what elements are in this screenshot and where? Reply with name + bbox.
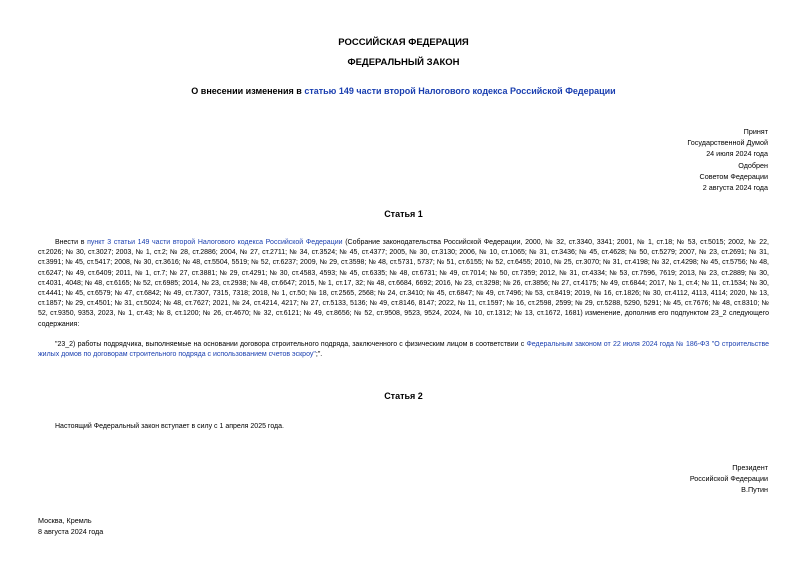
approval-line: Одобрен bbox=[738, 160, 768, 170]
article-2-body: Настоящий Федеральный закон вступает в силу с 1 апреля 2025 года. bbox=[55, 423, 284, 430]
document-title bbox=[0, 86, 807, 96]
approval-date: 2 августа 2024 года bbox=[702, 183, 768, 193]
article-2-heading: Статья 2 bbox=[384, 391, 423, 401]
place-date-block bbox=[38, 515, 103, 537]
article-1-heading: Статья 1 bbox=[384, 209, 423, 219]
article-1-intro-prefix: Внести в bbox=[55, 239, 88, 246]
signature-block bbox=[690, 462, 768, 496]
adoption-line: Принят bbox=[743, 127, 768, 136]
signing-date: 8 августа 2024 года bbox=[38, 527, 104, 537]
signing-place: Москва, Кремль bbox=[38, 516, 92, 525]
signer-org: Российской Федерации bbox=[689, 474, 768, 484]
adoption-date: 24 июля 2024 года bbox=[706, 149, 768, 159]
article-1-quote bbox=[38, 340, 769, 360]
tax-code-article-link[interactable]: пункт 3 статьи 149 части второй Налогового кодекса Российской Федерации bbox=[87, 239, 343, 246]
article-1-body bbox=[38, 238, 769, 330]
article-1-intro-rest: (Собрание законодательства Российской Федерации, 2000, № 32, ст.3340, 3341; 2001, № 1, ст.18; № 53, ст.5015; 2002, № 22, ст.2026; № 30, ст.3027; 2003, № 1, ст.2; № 28, ст.2886; 2004, № 27, ст.2711; № 34, ст.3524; № 45, ст.4377; 2005, № 30, ст.3130; 2006, № 10, ст.1065; № 31, ст.3436; № 45, ст.4628; № 50, ст.5279; 2007, № 23, ст.2691; № 31, ст.3991; № 45, ст.5417; 2008, № 30, ст.3616; № 48, ст.5504, 5519; № 52, ст.6237; 2009, № 29, ст.3598; № 48, ст.5731, 5737; № 51, ст.6155; № 52, ст.6455; 2010, № 25, ст.3070; № 31, ст.4198; № 32, ст.4298; № 45, ст.5756; № 48, ст.6247; № 49, ст.6409; 2011, № 1, ст.7; № 27, ст.3881; № 29, ст.4291; № 30, ст.4583, 4593; № 45, ст.6335; № 48, ст.6731; № 49, ст.7014; № 50, ст.7359; 2012, № 31, ст.4334; № 53, ст.7596, 7619; 2013, № 23, ст.2889; № 30, ст.4031, 4048; № 48, ст.6165; № 52, ст.6985; 2014, № 23, ст.2938; № 48, ст.6647; 2015, № 1, ст.17, 32; № 48, ст.6684, 6692; 2016, № 23, ст.3298; № 26, ст.3856; № 27, ст.4175; № 49, ст.6844; 2017, № 1, ст.4; № 11, ст.1534; № 30, ст.4441; № 45, ст.6579; № 47, ст.6842; № 49, ст.7307, 7315, 7318; 2018, № 1, ст.50; № 18, ст.2565, 2568; № 24, ст.3410; № 45, ст.6847; № 49, ст.7496; № 53, ст.8419; 2019, № 16, ст.1826; № 30, ст.4112, 4113, 4114; 2020, № 13, ст.1857; № 29, ст.4501; № 31, ст.5024; № 48, ст.7627; 2021, № 24, ст.4214, 4217; № 27, ст.5133, 5136; № 49, ст.8146, 8147; 2022, № 11, ст.1597; № 16, ст.2598, 2599; № 29, ст.5288, 5290, 5291; № 45, ст.7676; № 48, ст.8310; № 52, ст.9350, 9353, 2023, № 1, ст.43; № 8, ст.1200; № 26, ст.4670; № 32, ст.6121; № 49, ст.8656; № 52, ст.9508, 9523, 9524, 2024, № 10, ст.1312; № 13, ст.1672, 1681) изменение, дополнив его подпунктом 23_2 следующего содержания: bbox=[38, 239, 770, 328]
quote-suffix: ;". bbox=[315, 351, 323, 359]
signer-title: Президент bbox=[732, 463, 768, 472]
signer-name: В.Путин bbox=[741, 485, 768, 495]
title-prefix: О внесении изменения в bbox=[191, 86, 305, 96]
quote-prefix: "23_2) работы подрядчика, выполняемые на основании договора строительного подряда, заключенного с физическим лицом в соответствии с bbox=[55, 341, 527, 348]
approval-line: Советом Федерации bbox=[699, 171, 768, 181]
document-type-heading: ФЕДЕРАЛЬНЫЙ ЗАКОН bbox=[347, 57, 460, 68]
title-article-link[interactable]: статью 149 части второй Налогового кодекса Российской Федерации bbox=[304, 86, 616, 96]
country-heading: РОССИЙСКАЯ ФЕДЕРАЦИЯ bbox=[338, 37, 469, 48]
adoption-info bbox=[687, 126, 768, 193]
federal-law-186-link[interactable]: Федеральным законом от 22 июля 2024 года № 186-ФЗ "О строительстве жилых домов по договорам строительного подряда с использованием счетов эскроу" bbox=[38, 341, 769, 359]
adoption-line: Государственной Думой bbox=[687, 138, 768, 148]
